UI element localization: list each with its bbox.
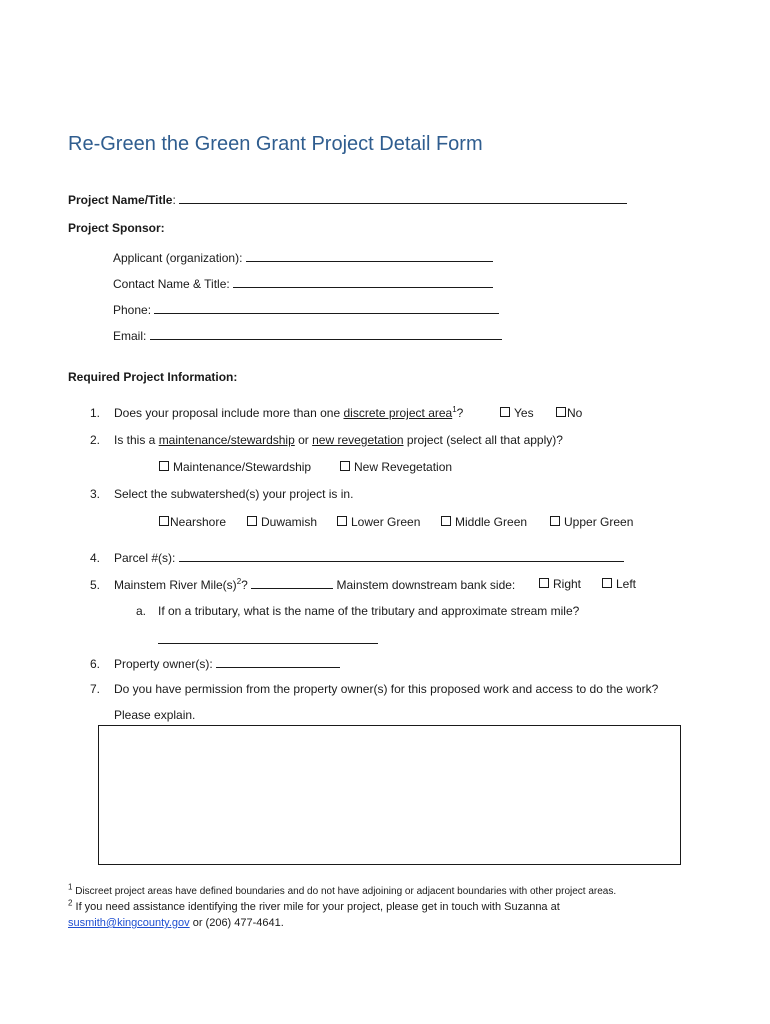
contact-field[interactable] [233, 276, 493, 288]
q3-lower-green-checkbox[interactable] [337, 516, 347, 526]
q6-number: 6. [90, 657, 101, 671]
q3-middle-green-checkbox[interactable] [441, 516, 451, 526]
q1-number: 1. [90, 406, 101, 420]
q3-option-upper-green[interactable]: Upper Green [550, 515, 633, 529]
email-row [113, 328, 502, 343]
applicant-field[interactable] [246, 250, 493, 262]
bank-side-label: Mainstem downstream bank side: [336, 578, 516, 592]
question-1: 1. Does your proposal include more than one discrete project area$^1$? [90, 405, 464, 420]
q3-option-middle-green[interactable]: Middle Green [441, 515, 527, 529]
email-label: Email: [113, 329, 147, 343]
contact-row [113, 276, 493, 291]
explanation-textbox[interactable] [98, 725, 681, 865]
phone-field[interactable] [154, 302, 499, 314]
project-name-field[interactable] [179, 192, 627, 204]
question-5: 5. Mainstem River $Mile(s)^2$? Mainstem downstream bank side: [90, 577, 516, 592]
contact-email-link[interactable]: susmith@kingcounty.gov [68, 917, 190, 929]
phone-label: Phone: [113, 303, 152, 317]
q1-no-checkbox[interactable] [556, 407, 566, 417]
applicant-label: Applicant (organization): [113, 251, 243, 265]
q2-link-maintenance: maintenance/stewardship [158, 433, 295, 447]
q1-yes-checkbox[interactable] [500, 407, 510, 417]
q2-maintenance-checkbox[interactable] [159, 461, 169, 471]
q5-right-checkbox[interactable] [539, 578, 549, 588]
q2-revegetation-option[interactable]: New Revegetation [340, 460, 452, 474]
q7-number: 7. [90, 682, 101, 696]
q1-footnote-ref: 1 [452, 405, 457, 414]
question-6: 6. Property owner(s): [90, 656, 340, 671]
q5-left-option[interactable]: Left [602, 577, 636, 591]
q3-option-lower-green[interactable]: Lower Green [337, 515, 420, 529]
q2-revegetation-checkbox[interactable] [340, 461, 350, 471]
project-name-label: Project Name/Title [68, 193, 173, 207]
footnote-1: $^1$ Discreet project areas have defined boundaries and do not have adjoining or adjacent boundaries with other project areas. [68, 882, 617, 897]
applicant-row [113, 250, 493, 265]
email-field[interactable] [150, 328, 502, 340]
property-owner-field[interactable] [216, 656, 340, 668]
q4-number: 4. [90, 551, 101, 565]
q3-option-duwamish[interactable]: Duwamish [247, 515, 317, 529]
question-7: 7. Do you have permission from the property owner(s) for this proposed work and access to do the work? [90, 682, 659, 696]
q3-number: 3. [90, 487, 101, 501]
river-mile-field[interactable] [251, 577, 333, 589]
q5-right-option[interactable]: Right [539, 577, 581, 591]
q5-number: 5. [90, 578, 101, 592]
footnote-2: $^2$ If you need assistance identifying the river mile for your project, please get in touch with Suzanna at [68, 898, 560, 913]
tributary-field[interactable] [158, 632, 378, 644]
q3-option-nearshore[interactable]: Nearshore [159, 515, 226, 529]
tributary-row [158, 632, 378, 647]
question-2: 2. Is this a maintenance/stewardship or new revegetation project (select all that apply)? [90, 433, 563, 447]
contact-label: Contact Name & Title: [113, 277, 230, 291]
q5a-letter: a. [136, 604, 147, 618]
project-sponsor-label: Project Sponsor: [68, 221, 165, 235]
q7-explain-label: Please explain. [114, 708, 196, 722]
footnote-2-contact: susmith@kingcounty.gov or (206) 477-4641. [68, 917, 284, 929]
q3-nearshore-checkbox[interactable] [159, 516, 169, 526]
q3-duwamish-checkbox[interactable] [247, 516, 257, 526]
q1-text: Does your proposal include more than one [114, 406, 344, 420]
q3-upper-green-checkbox[interactable] [550, 516, 560, 526]
q1-no-option[interactable]: No [556, 406, 582, 420]
parcel-field[interactable] [179, 550, 624, 562]
project-name-row: Project Name/Title: [68, 192, 627, 207]
phone-row [113, 302, 499, 317]
q5-left-checkbox[interactable] [602, 578, 612, 588]
question-4: 4. Parcel #(s): [90, 550, 624, 565]
q1-yes-option[interactable]: Yes [500, 406, 534, 420]
question-5a: a. If on a tributary, what is the name of the tributary and approximate stream mile? [136, 604, 580, 618]
q2-link-revegetation: new revegetation [312, 433, 404, 447]
form-title: Re-Green the Green Grant Project Detail Form [68, 133, 483, 155]
required-info-label: Required Project Information: [68, 370, 238, 384]
question-3: 3. Select the subwatershed(s) your project is in. [90, 487, 354, 501]
q2-number: 2. [90, 433, 101, 447]
q1-link: discrete project area [343, 406, 453, 420]
q5-footnote-ref: 2 [236, 577, 242, 586]
q2-maintenance-option[interactable]: Maintenance/Stewardship [159, 460, 311, 474]
